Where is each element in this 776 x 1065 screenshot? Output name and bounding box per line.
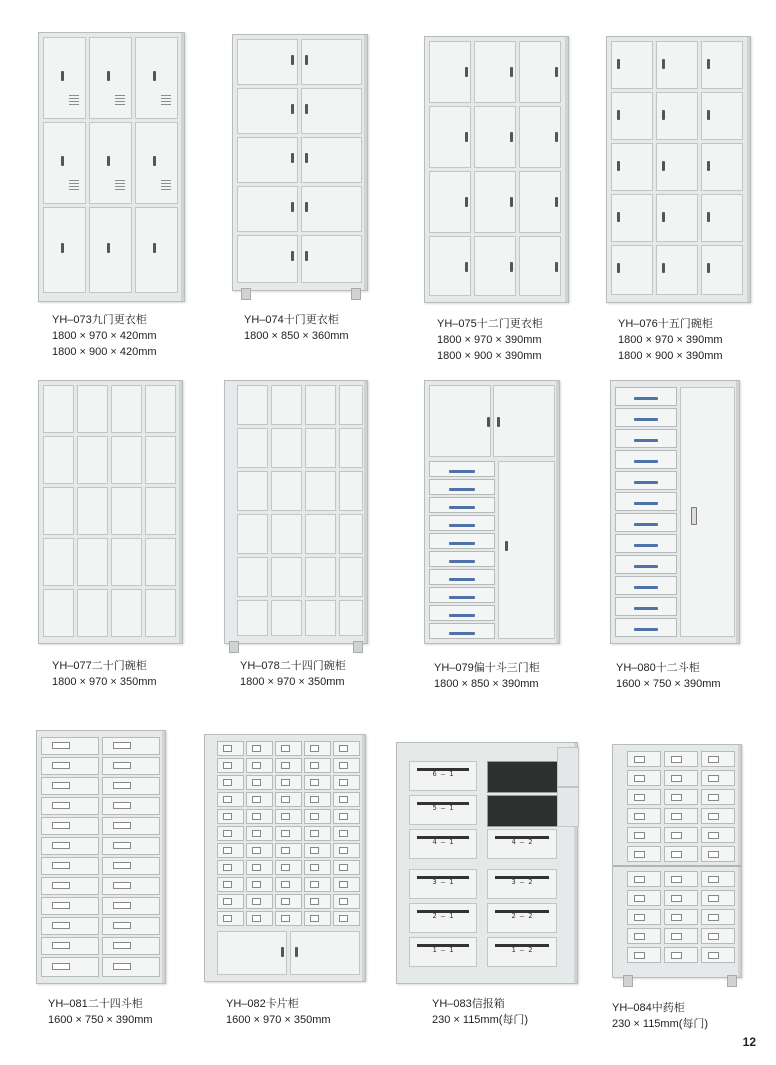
mailbox-label: 4 – 2 bbox=[511, 838, 533, 847]
product-size: 230 × 115mm(每门) bbox=[432, 1014, 529, 1026]
product-caption bbox=[612, 1000, 708, 1032]
medicine-cabinet-image bbox=[612, 744, 742, 978]
cupboard-24-door-image bbox=[224, 380, 368, 644]
mailbox-cabinet-image bbox=[396, 742, 578, 984]
product-caption bbox=[432, 996, 528, 1028]
product-size: 1600 × 750 × 390mm bbox=[616, 678, 721, 690]
mailbox-label: 1 – 1 bbox=[432, 946, 454, 955]
product-size: 1800 × 850 × 360mm bbox=[244, 330, 349, 342]
product-size: 1800 × 970 × 390mm bbox=[437, 334, 542, 346]
product-caption bbox=[618, 316, 723, 364]
product-caption bbox=[240, 658, 346, 690]
product-size: 1800 × 970 × 390mm bbox=[618, 334, 723, 346]
cabinet-24-drawer-image bbox=[36, 730, 166, 984]
mailbox-label: 2 – 2 bbox=[511, 912, 533, 921]
product-name: YH–083信报箱 bbox=[432, 998, 505, 1010]
locker-9-door-image bbox=[38, 32, 185, 302]
product-size: 1800 × 900 × 420mm bbox=[52, 346, 157, 358]
locker-10-door-image bbox=[232, 34, 368, 291]
mailbox-label: 6 – 1 bbox=[432, 770, 454, 779]
product-caption bbox=[52, 312, 157, 360]
product-size: 1800 × 970 × 350mm bbox=[240, 676, 345, 688]
mailbox-label: 3 – 1 bbox=[432, 878, 454, 887]
mailbox-label: 3 – 2 bbox=[511, 878, 533, 887]
mailbox-label: 4 – 1 bbox=[432, 838, 454, 847]
cabinet-12-drawer-image bbox=[610, 380, 740, 644]
product-name: YH–073九门更衣柜 bbox=[52, 314, 147, 326]
mailbox-label: 1 – 2 bbox=[511, 946, 533, 955]
product-size: 1800 × 900 × 390mm bbox=[618, 350, 723, 362]
product-caption bbox=[244, 312, 349, 344]
cabinet-10-drawer-3-door-image bbox=[424, 380, 560, 644]
product-size: 1800 × 900 × 390mm bbox=[437, 350, 542, 362]
mailbox-label: 5 – 1 bbox=[432, 804, 454, 813]
product-name: YH–082卡片柜 bbox=[226, 998, 299, 1010]
cupboard-20-door-image bbox=[38, 380, 183, 644]
product-size: 1600 × 970 × 350mm bbox=[226, 1014, 331, 1026]
product-caption bbox=[434, 660, 540, 692]
page-number: 12 bbox=[742, 1035, 756, 1049]
product-name: YH–078二十四门碗柜 bbox=[240, 660, 346, 672]
product-caption bbox=[52, 658, 157, 690]
product-size: 1800 × 970 × 350mm bbox=[52, 676, 157, 688]
cupboard-15-door-image bbox=[606, 36, 751, 303]
product-name: YH–075十二门更衣柜 bbox=[437, 318, 543, 330]
card-cabinet-image bbox=[204, 734, 366, 982]
product-name: YH–081二十四斗柜 bbox=[48, 998, 143, 1010]
product-caption bbox=[616, 660, 721, 692]
product-name: YH–079偏十斗三门柜 bbox=[434, 662, 540, 674]
product-name: YH–084中药柜 bbox=[612, 1002, 685, 1014]
mailbox-label: 2 – 1 bbox=[432, 912, 454, 921]
product-size: 230 × 115mm(每门) bbox=[612, 1018, 709, 1030]
product-caption bbox=[226, 996, 331, 1028]
product-name: YH–080十二斗柜 bbox=[616, 662, 700, 674]
product-caption bbox=[48, 996, 153, 1028]
product-caption bbox=[437, 316, 543, 364]
product-name: YH–076十五门碗柜 bbox=[618, 318, 713, 330]
product-name: YH–074十门更衣柜 bbox=[244, 314, 339, 326]
locker-12-door-image bbox=[424, 36, 569, 303]
product-size: 1600 × 750 × 390mm bbox=[48, 1014, 153, 1026]
product-name: YH–077二十门碗柜 bbox=[52, 660, 147, 672]
product-size: 1800 × 850 × 390mm bbox=[434, 678, 539, 690]
product-size: 1800 × 970 × 420mm bbox=[52, 330, 157, 342]
